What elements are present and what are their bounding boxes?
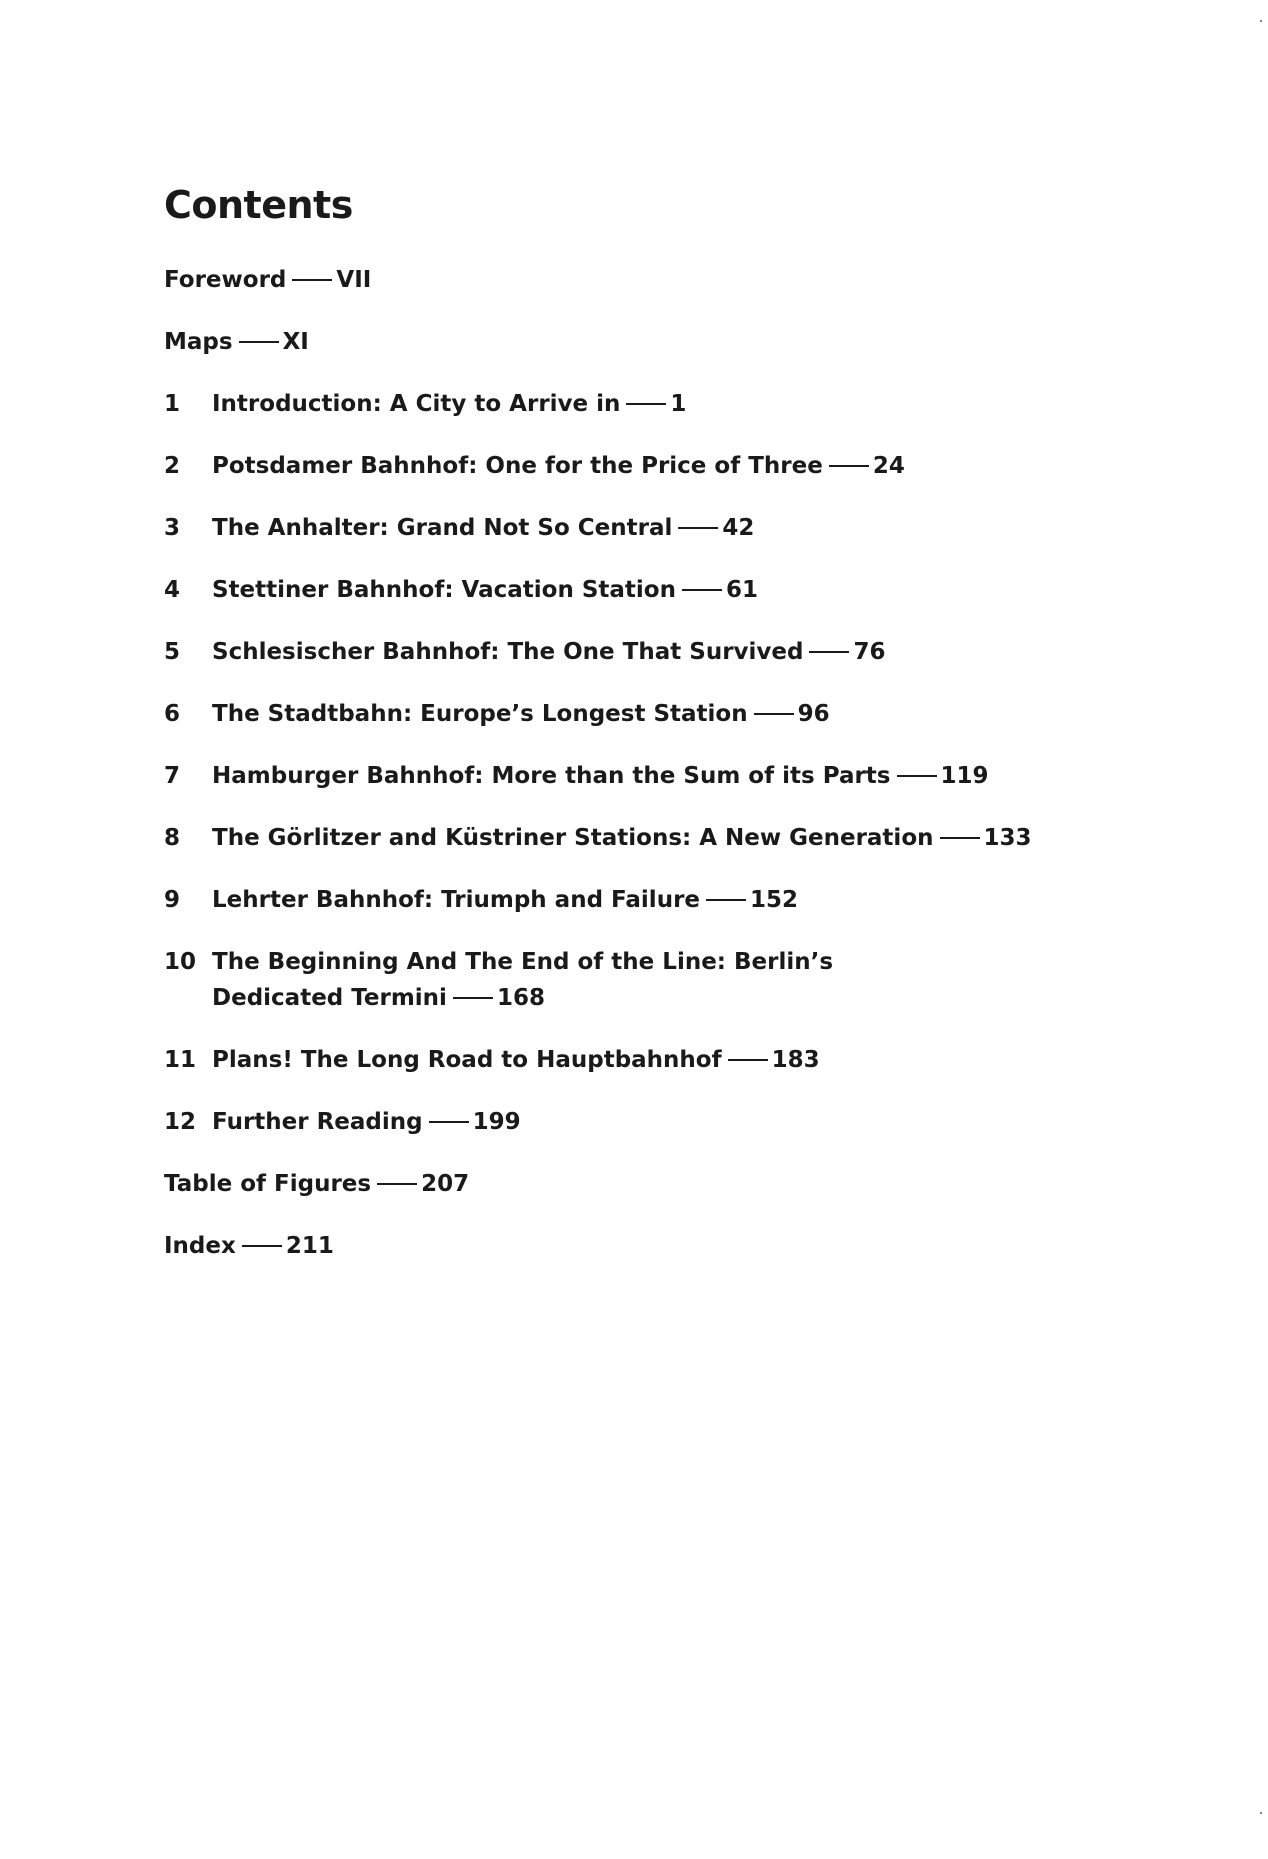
chapter-page: 133 — [983, 825, 1032, 851]
leader-dash — [897, 775, 937, 777]
toc-entry-label: Index — [164, 1233, 236, 1259]
leader-dash — [377, 1183, 417, 1185]
chapter-page: 152 — [750, 887, 799, 913]
chapter-page: 119 — [940, 763, 989, 789]
chapter-number: 12 — [164, 1109, 197, 1135]
toc-chapter-9[interactable] — [164, 882, 1104, 918]
leader-dash — [678, 527, 718, 529]
toc-entry-foreword[interactable] — [164, 262, 1104, 298]
leader-dash — [728, 1059, 768, 1061]
chapter-page: 199 — [472, 1109, 521, 1135]
chapter-title: The Anhalter: Grand Not So Central — [212, 515, 673, 541]
chapter-number: 3 — [164, 515, 181, 541]
chapter-page: 76 — [853, 639, 886, 665]
crop-mark — [1260, 1812, 1262, 1814]
leader-dash — [239, 341, 279, 343]
chapter-title: Further Reading — [212, 1109, 423, 1135]
chapter-page: 183 — [771, 1047, 820, 1073]
toc-chapter-5[interactable] — [164, 634, 1104, 670]
chapter-title: Stettiner Bahnhof: Vacation Station — [212, 577, 676, 603]
leader-dash — [453, 997, 493, 999]
page-title: Contents — [164, 183, 353, 227]
leader-dash — [754, 713, 794, 715]
toc-chapter-7[interactable] — [164, 758, 1104, 794]
chapter-title: Lehrter Bahnhof: Triumph and Failure — [212, 887, 701, 913]
chapter-number: 4 — [164, 577, 181, 603]
leader-dash — [809, 651, 849, 653]
chapter-page: 61 — [725, 577, 758, 603]
chapter-title: Hamburger Bahnhof: More than the Sum of its Parts — [212, 763, 891, 789]
leader-dash — [626, 403, 666, 405]
toc-entry-label: Maps — [164, 329, 233, 355]
chapter-title: The Görlitzer and Küstriner Stations: A New Generation — [212, 825, 934, 851]
toc-chapter-4[interactable] — [164, 572, 1104, 608]
toc-entry-index[interactable] — [164, 1228, 1104, 1264]
chapter-page: 168 — [496, 985, 545, 1011]
chapter-number: 5 — [164, 639, 181, 665]
toc-chapter-6[interactable] — [164, 696, 1104, 732]
chapter-number: 9 — [164, 887, 181, 913]
chapter-title: The Beginning And The End of the Line: Berlin’s Dedicated Termini — [212, 949, 834, 1011]
leader-dash — [682, 589, 722, 591]
chapter-number: 7 — [164, 763, 181, 789]
chapter-page: 42 — [722, 515, 755, 541]
chapter-number: 6 — [164, 701, 181, 727]
chapter-number: 11 — [164, 1047, 197, 1073]
leader-dash — [829, 465, 869, 467]
chapter-title: Potsdamer Bahnhof: One for the Price of Three — [212, 453, 823, 479]
leader-dash — [429, 1121, 469, 1123]
toc-chapter-10[interactable] — [164, 944, 1104, 1016]
toc-entry-label: Table of Figures — [164, 1171, 372, 1197]
leader-dash — [940, 837, 980, 839]
leader-dash — [292, 279, 332, 281]
table-of-contents — [164, 262, 1104, 1264]
chapter-title: Plans! The Long Road to Hauptbahnhof — [212, 1047, 722, 1073]
chapter-number: 1 — [164, 391, 181, 417]
chapter-page: 96 — [797, 701, 830, 727]
toc-entry-maps[interactable] — [164, 324, 1104, 360]
toc-entry-label: Foreword — [164, 267, 287, 293]
toc-entry-page: 211 — [285, 1233, 334, 1259]
chapter-title: The Stadtbahn: Europe’s Longest Station — [212, 701, 748, 727]
toc-chapter-12[interactable] — [164, 1104, 1104, 1140]
toc-entry-table-of-figures[interactable] — [164, 1166, 1104, 1202]
toc-entry-page: 207 — [421, 1171, 470, 1197]
chapter-page: 24 — [872, 453, 905, 479]
toc-chapter-2[interactable] — [164, 448, 1104, 484]
chapter-number: 2 — [164, 453, 181, 479]
toc-entry-page: XI — [282, 329, 309, 355]
crop-mark — [1260, 20, 1262, 22]
toc-entry-page: VII — [336, 267, 372, 293]
chapter-number: 8 — [164, 825, 181, 851]
leader-dash — [242, 1245, 282, 1247]
leader-dash — [706, 899, 746, 901]
toc-chapter-1[interactable] — [164, 386, 1104, 422]
toc-chapter-8[interactable] — [164, 820, 1104, 856]
chapter-title: Introduction: A City to Arrive in — [212, 391, 621, 417]
chapter-number: 10 — [164, 949, 197, 975]
chapter-title: Schlesischer Bahnhof: The One That Survived — [212, 639, 804, 665]
toc-chapter-11[interactable] — [164, 1042, 1104, 1078]
chapter-page: 1 — [670, 391, 687, 417]
toc-chapter-3[interactable] — [164, 510, 1104, 546]
